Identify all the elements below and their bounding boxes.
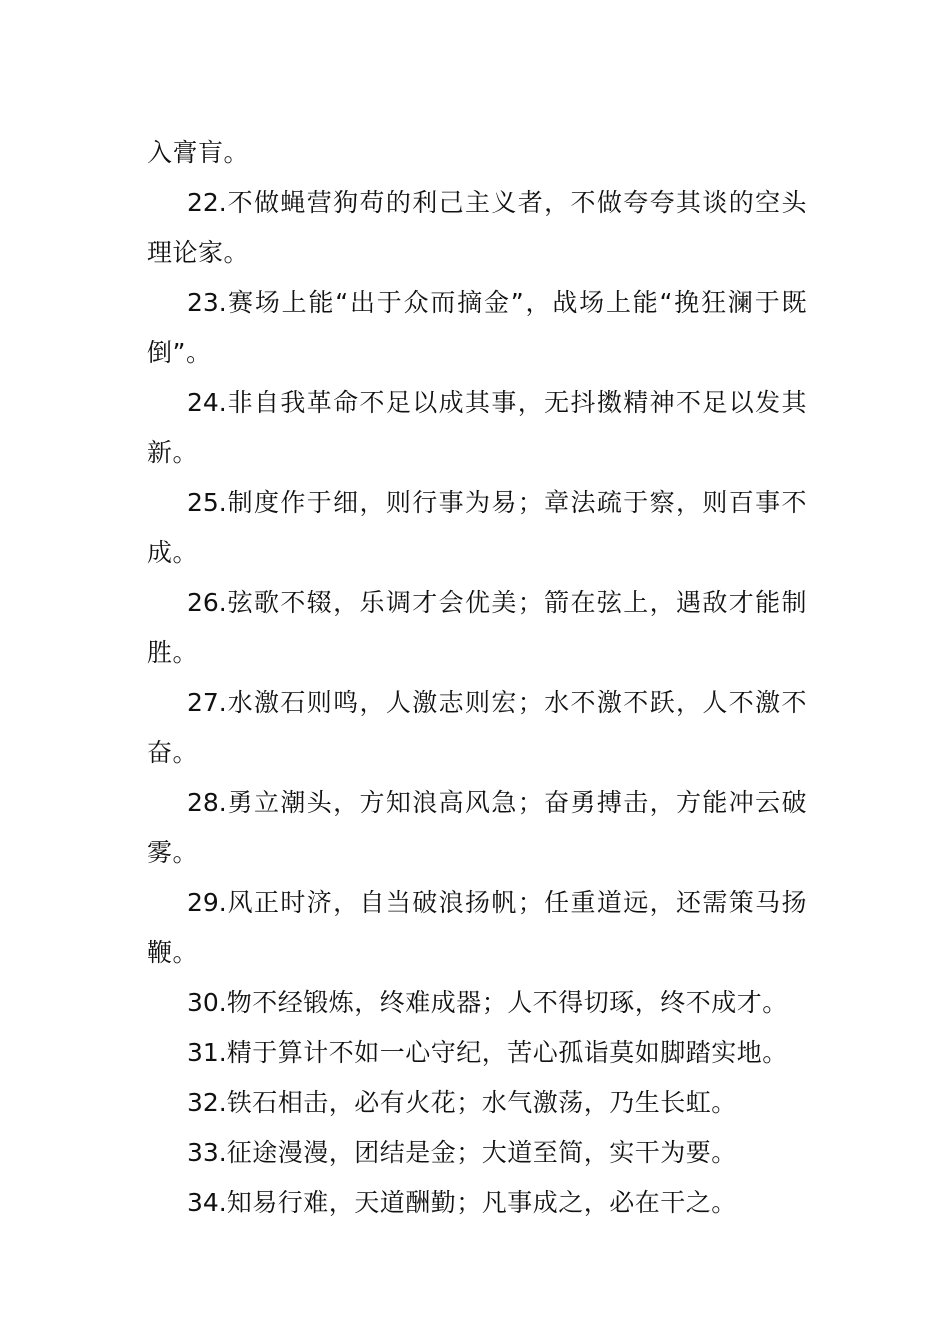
paragraph-item-22 (147, 178, 807, 278)
paragraph-item-32 (147, 1078, 807, 1128)
paragraph-text: 物不经锻炼，终难成器；人不得切琢，终不成才。 (226, 988, 788, 1017)
paragraph-item-31 (147, 1028, 807, 1078)
item-number: 29. (187, 888, 227, 917)
paragraph-item-26 (147, 578, 807, 678)
paragraph-item-30 (147, 978, 807, 1028)
paragraph-text: 精于算计不如一心守纪，苦心孤诣莫如脚踏实地。 (226, 1038, 788, 1067)
paragraph-continuation (147, 128, 807, 178)
item-number: 30. (187, 988, 227, 1017)
paragraph-item-24 (147, 378, 807, 478)
item-number: 26. (187, 588, 227, 617)
paragraph-text: 弦歌不辍，乐调才会优美；箭在弦上，遇敌才能制胜。 (147, 588, 807, 667)
paragraph-text: 水激石则鸣，人激志则宏；水不激不跃，人不激不奋。 (147, 688, 807, 767)
paragraph-item-28 (147, 778, 807, 878)
paragraph-text: 不做蝇营狗苟的利己主义者，不做夸夸其谈的空头理论家。 (147, 188, 807, 267)
item-number: 31. (187, 1038, 227, 1067)
paragraph-text: 赛场上能“出于众而摘金”，战场上能“挽狂澜于既倒”。 (147, 288, 807, 367)
paragraph-item-27 (147, 678, 807, 778)
paragraph-text: 制度作于细，则行事为易；章法疏于察，则百事不成。 (147, 488, 807, 567)
item-number: 25. (187, 488, 227, 517)
paragraph-item-33 (147, 1128, 807, 1178)
item-number: 24. (187, 388, 227, 417)
paragraph-text: 非自我革命不足以成其事，无抖擞精神不足以发其新。 (147, 388, 807, 467)
item-number: 23. (187, 288, 227, 317)
paragraph-item-23 (147, 278, 807, 378)
paragraph-text: 铁石相击，必有火花；水气激荡，乃生长虹。 (226, 1088, 737, 1117)
paragraph-text: 风正时济，自当破浪扬帆；任重道远，还需策马扬鞭。 (147, 888, 807, 967)
item-number: 34. (187, 1188, 227, 1217)
item-number: 32. (187, 1088, 227, 1117)
paragraph-item-29 (147, 878, 807, 978)
paragraph-text: 知易行难，天道酬勤；凡事成之，必在干之。 (226, 1188, 737, 1217)
document-body (147, 128, 807, 1228)
paragraph-text: 勇立潮头，方知浪高风急；奋勇搏击，方能冲云破雾。 (147, 788, 807, 867)
item-number: 33. (187, 1138, 227, 1167)
item-number: 27. (187, 688, 227, 717)
paragraph-text: 入膏肓。 (147, 138, 250, 167)
paragraph-item-34 (147, 1178, 807, 1228)
paragraph-item-25 (147, 478, 807, 578)
item-number: 22. (187, 188, 227, 217)
item-number: 28. (187, 788, 227, 817)
paragraph-text: 征途漫漫，团结是金；大道至简，实干为要。 (226, 1138, 737, 1167)
